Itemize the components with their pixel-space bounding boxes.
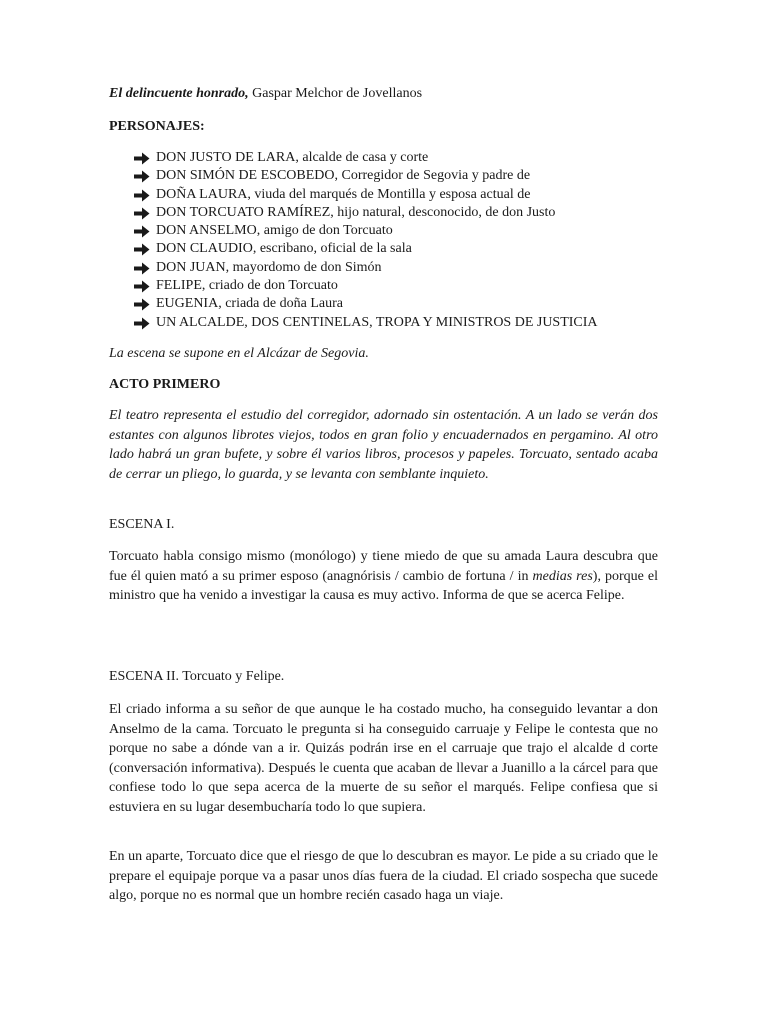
- right-arrow-icon: [134, 259, 156, 275]
- right-arrow-icon: [134, 240, 156, 256]
- work-title: El delincuente honrado,: [109, 86, 249, 101]
- character-list: [134, 149, 598, 332]
- character-entry: UN ALCALDE, DOS CENTINELAS, TROPA Y MINISTROS DE JUSTICIA: [156, 314, 598, 330]
- character-entry: DOÑA LAURA, viuda del marqués de Montilla y esposa actual de: [156, 186, 531, 202]
- character-entry: DON JUSTO DE LARA, alcalde de casa y corte: [156, 150, 429, 165]
- scene-2-paragraph-2: En un aparte, Torcuato dice que el riesgo de que lo descubran es mayor. Le pide a su criado que le prepare el equipaje porque va a pasar unos días fuera de la ciudad. El criado sospecha que sucede algo, porque no es normal que un hombre recién casado haga un viaje.: [109, 849, 658, 904]
- character-list-item: [134, 149, 598, 167]
- setting-note: La escena se supone en el Alcázar de Segovia.: [109, 346, 369, 361]
- character-list-item: [134, 222, 598, 240]
- personajes-heading: PERSONAJES:: [109, 119, 205, 134]
- character-entry: FELIPE, criado de don Torcuato: [156, 278, 338, 294]
- scene-1-italic-term: medias res: [532, 568, 593, 584]
- scene-1-text-a: Torcuato habla consigo mismo (monólogo) y tiene miedo de que su amada Laura descubra que fue él quien mató a su primer esposo (anagnórisis / cambio de fortuna / in: [109, 549, 658, 584]
- stage-direction: El teatro representa el estudio del corregidor, adornado sin ostentación. A un lado se verán dos estantes con algunos librotes viejos, todos en gran folio y encuadernados en pergamino. Al otro lado habrá un gran bufete, y sobre él varios libros, procesos y papeles. Torcuato, sentado acaba de cerrar un pliego, lo guarda, y se levanta con semblante inquieto.: [109, 408, 658, 482]
- character-entry: DON JUAN, mayordomo de don Simón: [156, 259, 382, 275]
- right-arrow-icon: [134, 295, 156, 311]
- character-entry: DON ANSELMO, amigo de don Torcuato: [156, 223, 393, 239]
- act-heading: ACTO PRIMERO: [109, 377, 221, 392]
- right-arrow-icon: [134, 222, 156, 238]
- author-name: Gaspar Melchor de Jovellanos: [248, 86, 423, 101]
- right-arrow-icon: [134, 277, 156, 293]
- character-list-item: [134, 277, 598, 295]
- scene-2-heading: ESCENA II. Torcuato y Felipe.: [109, 669, 285, 684]
- right-arrow-icon: [134, 149, 156, 165]
- character-list-item: [134, 204, 598, 222]
- character-entry: DON CLAUDIO, escribano, oficial de la sala: [156, 241, 412, 257]
- scene-1-heading: ESCENA I.: [109, 517, 175, 532]
- character-list-item: [134, 186, 598, 204]
- character-entry: DON TORCUATO RAMÍREZ, hijo natural, desconocido, de don Justo: [156, 204, 556, 220]
- scene-1-text-b: ), porque el ministro que ha venido a investigar la causa es muy activo. Informa de que se acerca Felipe.: [109, 568, 658, 604]
- character-entry: DON SIMÓN DE ESCOBEDO, Corregidor de Segovia y padre de: [156, 168, 531, 184]
- right-arrow-icon: [134, 186, 156, 202]
- scene-1-summary: [109, 547, 658, 606]
- right-arrow-icon: [134, 314, 156, 330]
- character-list-item: [134, 167, 598, 185]
- character-list-item: [134, 314, 598, 332]
- character-entry: EUGENIA, criada de doña Laura: [156, 296, 343, 312]
- right-arrow-icon: [134, 167, 156, 183]
- character-list-item: [134, 259, 598, 277]
- right-arrow-icon: [134, 204, 156, 220]
- title-line: [109, 84, 658, 104]
- scene-2-paragraph-1: El criado informa a su señor de que aunque le ha costado mucho, ha conseguido levantar a don Anselmo de la cama. Torcuato le pregunta si ha conseguido carruaje y Felipe le contesta que no porque no sabe a dónde van a ir. Quizás podrán irse en el carruaje que trajo el alcalde d corte (conversación informativa). Después le cuenta que acaban de llevar a Juanillo a la cárcel para que confiese todo lo que sepa acerca de la muerte de su señor el marqués. Felipe confiesa que si estuviera en su lugar desembucharía todo lo que supiera.: [109, 702, 658, 815]
- character-list-item: [134, 295, 598, 313]
- character-list-item: [134, 240, 598, 258]
